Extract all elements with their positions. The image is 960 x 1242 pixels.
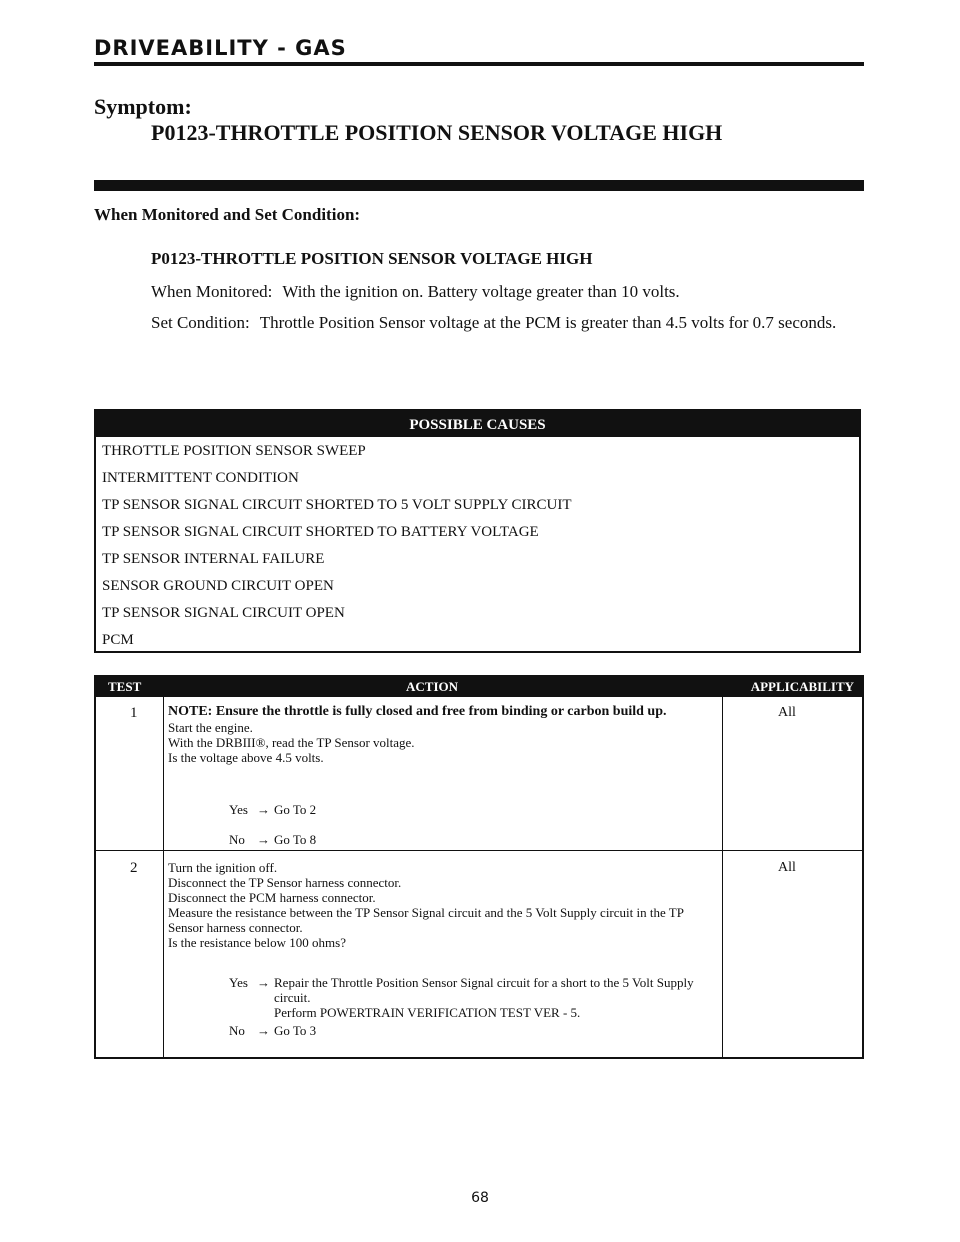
test-table-header <box>94 675 864 697</box>
set-condition-line <box>151 311 865 334</box>
header-applicability: APPLICABILITY <box>750 679 854 694</box>
branch-no <box>229 832 729 847</box>
column-divider <box>163 697 164 1057</box>
branch-no-label: No <box>229 832 245 847</box>
header-test: TEST <box>108 679 142 694</box>
test-step: Measure the resistance between the TP Sensor Signal circuit and the 5 Volt Supply circuit in the TP Sensor harness connector. <box>168 905 684 935</box>
test-table <box>94 675 864 1059</box>
header-action: ACTION <box>406 679 459 694</box>
test-step: Turn the ignition off. <box>168 860 278 875</box>
branch-yes-text-2: Perform POWERTRAIN VERIFICATION TEST VER - 5. <box>274 1005 581 1020</box>
cause-item: TP SENSOR SIGNAL CIRCUIT OPEN <box>102 605 345 621</box>
cause-item: SENSOR GROUND CIRCUIT OPEN <box>102 578 334 594</box>
arrow-icon: → <box>257 975 270 990</box>
branch-no-text: Go To 8 <box>274 832 317 847</box>
row-divider <box>96 850 862 851</box>
symptom-title: P0123-THROTTLE POSITION SENSOR VOLTAGE HIGH <box>151 120 723 145</box>
monitored-code: P0123-THROTTLE POSITION SENSOR VOLTAGE HIGH <box>151 249 593 268</box>
branch-yes-text: Go To 2 <box>274 802 317 817</box>
monitored-heading: When Monitored and Set Condition: <box>94 205 361 224</box>
page-number: 68 <box>471 1190 489 1206</box>
branch-no-label: No <box>229 1023 245 1038</box>
section-divider <box>94 180 864 191</box>
header-rule <box>94 62 864 66</box>
test-step: Is the resistance below 100 ohms? <box>168 935 346 950</box>
test-applicability: All <box>778 860 796 875</box>
section-title: DRIVEABILITY - GAS <box>94 36 347 60</box>
branch-yes-label: Yes <box>229 975 248 990</box>
branch-yes-text-1: Repair the Throttle Position Sensor Signal circuit for a short to the 5 Volt Supply circuit. <box>274 975 694 1005</box>
test-step: Disconnect the PCM harness connector. <box>168 890 376 905</box>
set-condition-label: Set Condition: <box>151 313 250 332</box>
branch-no <box>229 1023 729 1038</box>
test-action <box>168 704 720 765</box>
test-action <box>168 860 720 950</box>
when-monitored-line <box>151 280 865 303</box>
cause-item: TP SENSOR SIGNAL CIRCUIT SHORTED TO BATTERY VOLTAGE <box>102 524 539 540</box>
possible-causes-heading: POSSIBLE CAUSES <box>96 411 859 437</box>
test-number: 2 <box>130 860 138 876</box>
branch-yes <box>229 975 729 1020</box>
set-condition-text: Throttle Position Sensor voltage at the PCM is greater than 4.5 volts for 0.7 seconds. <box>259 313 837 332</box>
test-note: NOTE: Ensure the throttle is fully closed and free from binding or carbon build up. <box>168 704 667 719</box>
cause-item: TP SENSOR INTERNAL FAILURE <box>102 551 325 567</box>
test-step: Is the voltage above 4.5 volts. <box>168 750 324 765</box>
branch-yes-label: Yes <box>229 802 248 817</box>
possible-causes-list <box>96 438 859 654</box>
cause-item: THROTTLE POSITION SENSOR SWEEP <box>102 443 366 459</box>
test-step: Disconnect the TP Sensor harness connector. <box>168 875 402 890</box>
branch-yes <box>229 802 729 817</box>
test-step: Start the engine. <box>168 720 253 735</box>
symptom-label: Symptom: <box>94 94 192 119</box>
arrow-icon: → <box>257 832 270 847</box>
test-applicability: All <box>778 705 796 720</box>
test-step: With the DRBIII®, read the TP Sensor voltage. <box>168 735 415 750</box>
when-monitored-label: When Monitored: <box>151 282 273 301</box>
arrow-icon: → <box>257 1023 270 1038</box>
cause-item: INTERMITTENT CONDITION <box>102 470 299 486</box>
cause-item: PCM <box>102 632 134 648</box>
branch-yes-text <box>274 975 694 1020</box>
branch-no-text: Go To 3 <box>274 1023 317 1038</box>
arrow-icon: → <box>257 802 270 817</box>
possible-causes-box <box>94 409 861 653</box>
cause-item: TP SENSOR SIGNAL CIRCUIT SHORTED TO 5 VOLT SUPPLY CIRCUIT <box>102 497 572 513</box>
test-number: 1 <box>130 705 138 721</box>
when-monitored-text: With the ignition on. Battery voltage greater than 10 volts. <box>282 282 680 301</box>
